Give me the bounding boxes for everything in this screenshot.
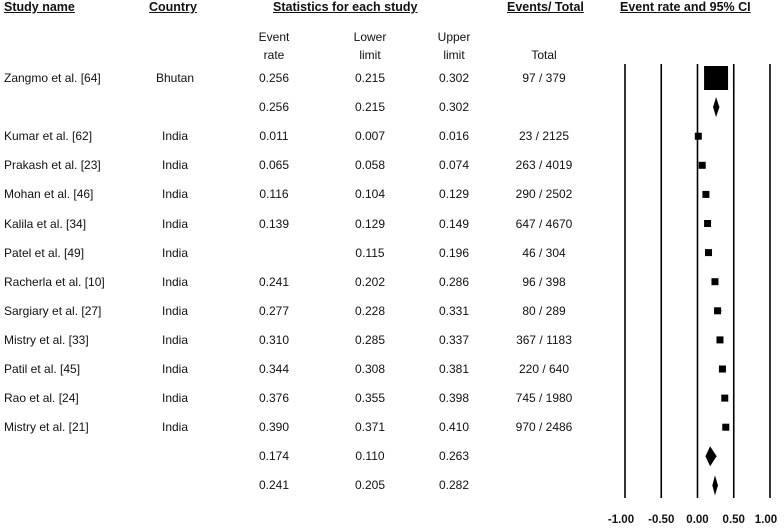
study-marker xyxy=(716,336,723,343)
cell-lower: 0.285 xyxy=(354,332,386,347)
cell-events: 745 / 1980 xyxy=(515,391,573,406)
study-marker xyxy=(695,133,702,140)
cell-study: Kalila et al. [34] xyxy=(4,216,87,231)
cell-events: 220 / 640 xyxy=(518,362,570,376)
cell-lower: 0.215 xyxy=(354,100,386,115)
cell-country: India xyxy=(161,332,189,347)
cell-study: Patil et al. [45] xyxy=(4,362,81,376)
cell-lower: 0.228 xyxy=(354,303,386,318)
cell-study: Racherla et al. [10] xyxy=(4,274,105,289)
cell-study: Kumar et al. [62] xyxy=(4,129,93,144)
cell-country: Bhutan xyxy=(155,71,195,85)
cell-country: India xyxy=(161,187,189,202)
cell-rate: 0.241 xyxy=(258,274,290,289)
cell-lower: 0.129 xyxy=(354,216,386,231)
header-forest: Event rate and 95% CI xyxy=(620,0,751,14)
x-tick-label: 1.00 xyxy=(754,514,778,526)
cell-study: Prakash et al. [23] xyxy=(4,158,101,173)
cell-lower: 0.110 xyxy=(355,449,385,464)
cell-study: Rao et al. [24] xyxy=(4,391,79,406)
study-marker xyxy=(699,162,706,169)
cell-country: India xyxy=(161,129,189,144)
header-statistics: Statistics for each study xyxy=(273,0,418,14)
cell-study: Sargiary et al. [27] xyxy=(4,303,102,318)
header-study-name: Study name xyxy=(4,0,75,14)
cell-country: India xyxy=(161,216,189,231)
study-marker xyxy=(711,278,718,285)
cell-country: India xyxy=(161,245,189,260)
cell-lower: 0.007 xyxy=(354,129,386,144)
cell-rate: 0.065 xyxy=(258,158,290,173)
cell-lower: 0.355 xyxy=(354,391,386,406)
study-marker xyxy=(702,191,709,198)
cell-lower: 0.058 xyxy=(354,158,386,173)
header-country: Country xyxy=(149,0,197,14)
cell-country: India xyxy=(161,274,189,289)
cell-study: Patel et al. [49] xyxy=(4,245,85,260)
study-marker xyxy=(704,220,711,227)
study-marker xyxy=(719,366,726,373)
cell-lower: 0.215 xyxy=(354,71,386,85)
subheader-upper-limit-line2: limit xyxy=(443,48,465,62)
cell-study: Mistry et al. [33] xyxy=(4,332,89,347)
header-events-total: Events/ Total xyxy=(507,0,584,14)
cell-lower: 0.371 xyxy=(354,420,386,435)
cell-rate: 0.256 xyxy=(258,71,290,85)
cell-upper: 0.282 xyxy=(438,478,470,493)
cell-lower: 0.104 xyxy=(354,187,386,202)
cell-upper: 0.302 xyxy=(438,71,470,85)
cell-country: India xyxy=(161,158,189,173)
cell-events: 290 / 2502 xyxy=(515,187,573,202)
cell-upper: 0.381 xyxy=(438,362,470,376)
cell-country: India xyxy=(161,391,189,406)
x-tick-label: 0.00 xyxy=(686,514,709,526)
cell-upper: 0.196 xyxy=(438,245,470,260)
cell-study: Zangmo et al. [64] xyxy=(4,71,101,85)
subheader-event-rate-line1: Event xyxy=(258,30,290,44)
cell-country: India xyxy=(161,303,189,318)
cell-rate: 0.344 xyxy=(258,362,290,376)
cell-events: 647 / 4670 xyxy=(515,216,573,231)
cell-upper: 0.302 xyxy=(438,100,470,115)
cell-study: Mohan et al. [46] xyxy=(4,187,94,202)
cell-events: 46 / 304 xyxy=(522,245,566,260)
cell-rate: 0.241 xyxy=(258,478,290,493)
cell-country: India xyxy=(161,420,189,435)
subheader-lower-limit-line2: limit xyxy=(359,48,381,62)
cell-lower: 0.202 xyxy=(354,274,386,289)
cell-lower: 0.205 xyxy=(354,478,386,493)
cell-rate: 0.310 xyxy=(258,332,290,347)
study-marker xyxy=(714,307,721,314)
cell-upper: 0.016 xyxy=(438,129,470,144)
study-marker xyxy=(722,424,729,431)
cell-upper: 0.337 xyxy=(438,332,470,347)
subheader-event-rate-line2: rate xyxy=(263,48,285,62)
x-tick-label: -1.00 xyxy=(607,514,635,526)
cell-upper: 0.149 xyxy=(438,216,470,231)
cell-upper: 0.398 xyxy=(438,391,470,406)
cell-lower: 0.115 xyxy=(355,245,385,260)
cell-upper: 0.286 xyxy=(438,274,470,289)
cell-rate: 0.174 xyxy=(258,449,290,464)
summary-diamond xyxy=(705,446,716,466)
cell-upper: 0.263 xyxy=(438,449,470,464)
study-marker xyxy=(704,66,728,90)
cell-events: 970 / 2486 xyxy=(515,420,573,435)
cell-rate: 0.256 xyxy=(258,100,290,115)
cell-study: Mistry et al. [21] xyxy=(4,420,89,435)
cell-events: 263 / 4019 xyxy=(515,158,573,173)
cell-country: India xyxy=(161,362,189,376)
cell-events: 97 / 379 xyxy=(522,71,566,85)
cell-rate: 0.011 xyxy=(259,129,289,144)
cell-rate: 0.390 xyxy=(258,420,290,435)
x-tick-label: 0.50 xyxy=(722,514,745,526)
cell-upper: 0.331 xyxy=(438,303,470,318)
study-marker xyxy=(705,249,712,256)
cell-rate: 0.277 xyxy=(258,303,290,318)
cell-upper: 0.074 xyxy=(438,158,470,173)
cell-upper: 0.129 xyxy=(438,187,470,202)
cell-rate: 0.376 xyxy=(258,391,290,406)
cell-upper: 0.410 xyxy=(438,420,470,435)
cell-events: 23 / 2125 xyxy=(518,129,570,144)
subheader-total: Total xyxy=(531,48,557,62)
summary-diamond xyxy=(712,475,718,495)
cell-rate: 0.116 xyxy=(259,187,289,202)
study-marker xyxy=(721,395,728,402)
subheader-upper-limit-line1: Upper xyxy=(437,30,471,44)
cell-events: 96 / 398 xyxy=(522,274,566,289)
cell-lower: 0.308 xyxy=(354,362,386,376)
cell-events: 80 / 289 xyxy=(522,303,566,318)
subheader-lower-limit-line1: Lower xyxy=(353,30,387,44)
cell-rate: 0.139 xyxy=(258,216,290,231)
x-tick-label: -0.50 xyxy=(648,514,675,526)
summary-diamond xyxy=(713,97,719,117)
cell-events: 367 / 1183 xyxy=(516,332,572,347)
